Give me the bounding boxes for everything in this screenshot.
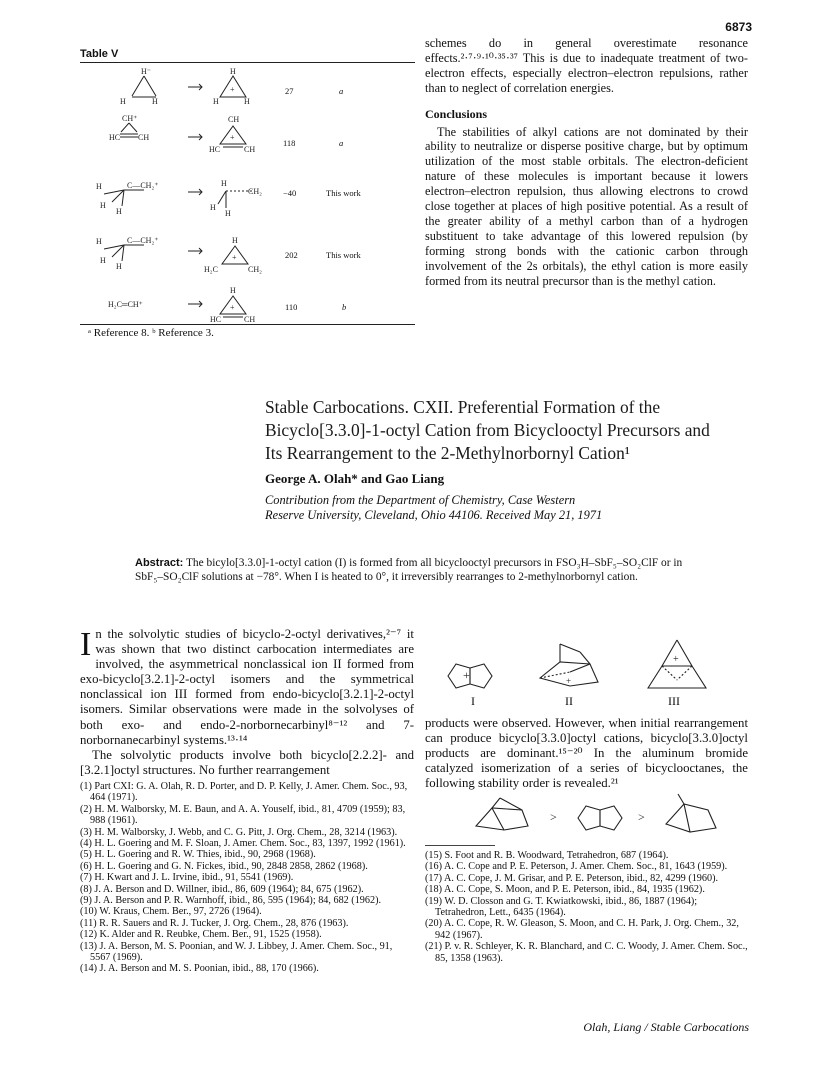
svg-text:CH₂: CH₂ [248,265,262,274]
reference: (1) Part CXI: G. A. Olah, R. D. Porter, and D. P. Kelly, J. Amer. Chem. Soc., 93, 464 (1971). [80,780,408,804]
svg-text:CH: CH [244,145,256,154]
svg-text:+: + [232,253,237,262]
table-value-4: 202 [285,250,298,260]
reference: (21) P. v. R. Schleyer, K. R. Blanchard, and C. C. Woody, J. Amer. Chem. Soc., 85, 1358 (1963). [425,941,748,964]
reference: (15) S. Foot and R. B. Woodward, Tetrahedron, 687 (1964). [425,850,669,861]
svg-text:+: + [673,654,679,665]
table-value-3: −40 [283,188,297,198]
right-column-top [425,36,748,289]
reference: (20) A. C. Cope, R. W. Gleason, S. Moon, and C. H. Park, J. Org. Chem., 32, 942 (1967). [425,918,739,941]
svg-text:+: + [230,85,235,94]
structures-i-ii-iii [430,630,750,720]
svg-text:C—CH₂⁺: C—CH₂⁺ [127,181,159,190]
svg-text:+: + [463,668,470,682]
svg-text:H: H [221,179,227,188]
table-ref-5: b [342,302,347,312]
svg-text:H: H [225,209,231,218]
table-ref-4: This work [326,250,361,260]
table-ref-1: a [339,86,344,96]
table-value-1: 27 [285,86,294,96]
reference: (12) K. Alder and R. Reubke, Chem. Ber., 91, 1525 (1958). [80,929,322,941]
running-footer: Olah, Liang / Stable Carbocations [583,1020,749,1034]
svg-text:H: H [100,256,106,265]
structure-label-iii: III [668,694,680,708]
reference: (8) J. A. Berson and D. Willner, ibid., 86, 609 (1964); 84, 675 (1962). [80,883,364,895]
svg-text:H: H [152,97,158,106]
svg-text:H: H [244,97,250,106]
table-title: Table V [80,48,119,60]
svg-text:H: H [230,286,236,295]
svg-text:HC: HC [210,315,222,322]
paragraph: n the solvolytic studies of bicyclo-2-octyl derivatives,²⁻⁷ it was shown that two distinct carbocation intermediates are involved, the asymmetrical nonclassical ion II formed from exo-bicyclo[3.2.1]-2-octyl isomers and the symmetrical nonclassical ion III formed from endo-bicyclo[3.2.1]-2-octyl isomers. Similar observations were made in the solvolyses of both exo- and endo-2-norbornecarbinyl⁸⁻¹² and 7-norbornanecarbinyl systems.¹³·¹⁴ [80,627,414,747]
reference: (9) J. A. Berson and P. R. Warnhoff, ibid., 86, 595 (1964); 84, 682 (1962). [80,895,382,906]
references-right [425,850,748,964]
svg-text:H: H [210,203,216,212]
reference: (18) A. C. Cope, S. Moon, and P. E. Peterson, ibid., 84, 1935 (1962). [425,884,705,896]
reference: (3) H. M. Walborsky, J. Webb, and C. G. Pitt, J. Org. Chem., 28, 3214 (1963). [80,826,398,838]
table-structures [80,64,420,322]
table-value-2: 118 [283,138,296,148]
reference: (5) H. L. Goering and R. W. Thies, ibid., 90, 2968 (1968). [80,849,316,861]
svg-text:H: H [232,236,238,245]
page-number: 6873 [725,20,752,34]
abstract [135,557,710,584]
svg-text:C—CH₂⁺: C—CH₂⁺ [127,236,159,245]
svg-text:H: H [116,207,122,216]
greater-than-2: > [638,810,645,824]
table-ref-2: a [339,138,344,148]
table-value-5: 110 [285,302,298,312]
reference: (10) W. Kraus, Chem. Ber., 97, 2726 (1964). [80,906,262,918]
reference: (7) H. Kwart and J. L. Irvine, ibid., 91, 5541 (1969). [80,872,294,884]
reference: (4) H. L. Goering and M. F. Sloan, J. Amer. Chem. Soc., 83, 1397, 1992 (1961). [80,837,406,849]
svg-text:+: + [230,133,235,142]
svg-text:H: H [96,182,102,191]
svg-text:CH₂: CH₂ [248,187,262,196]
section-heading: Conclusions [425,106,488,121]
structure-label-i: I [471,694,475,708]
table-footnote: ᵃ Reference 8. ᵇ Reference 3. [88,327,214,339]
svg-text:H: H [230,67,236,76]
svg-text:CH: CH [244,315,256,322]
right-column-body: products were observed. However, when initial rearrangement can produce bicyclo[3.3.0]octyl cations, bicyclo[3.3.0]octyl products are dominant.¹⁵⁻²⁰ In the aluminum bromide catalyzed isomerization of a series of bicyclooctanes, the following stability order is revealed.²¹ [425,716,748,791]
reference: (17) A. C. Cope, J. M. Grisar, and P. E. Peterson, ibid., 82, 4299 (1960). [425,872,719,884]
reference: (6) H. L. Goering and G. N. Fickes, ibid., 90, 2848 2858, 2862 (1968). [80,860,368,872]
svg-text:HC: HC [209,145,221,154]
left-column [80,627,414,975]
reference: (19) W. D. Closson and G. T. Kwiatkowski, ibid., 86, 1887 (1964); Tetrahedron, Lett., 6435 (1964). [425,895,698,919]
svg-text:H: H [96,237,102,246]
article-title: Stable Carbocations. CXII. Preferential Formation of the Bicyclo[3.3.0]-1-octyl Cation from Bicyclooctyl Precursors and Its Rearrangement to the 2-Methylnorbornyl Cation¹ [265,397,710,463]
footnote-rule [425,845,495,846]
paragraph: schemes do in general overestimate resonance effects.²·⁷·⁹·¹⁰·³⁵·³⁷ This is due to inadequate treatment of two-electron effects, especially electron–electron repulsions, rather than to neglect of correlation energies. [425,36,748,95]
svg-text:H₂C═CH⁺: H₂C═CH⁺ [108,300,143,309]
reference: (11) R. R. Sauers and R. J. Tucker, J. Org. Chem., 28, 876 (1963). [80,917,349,929]
svg-text:+: + [566,676,572,686]
abstract-label: Abstract: [135,557,184,569]
svg-text:H: H [213,97,219,106]
abstract-text: The bicylo[3.3.0]-1-octyl cation (I) is formed from all bicyclooctyl precursors in FSO₃H–SbF₅–SO₂ClF or in SbF₅–SO₂ClF solutions at −78°. When I is heated to 0°, it irreversibly rearranges to 2-methylnorbornyl cation. [135,557,683,583]
affiliation: Contribution from the Department of Chemistry, Case Western Reserve University, Cleveland, Ohio 44106. Received May 21, 1971 [265,493,603,522]
stability-order-structures [470,790,750,840]
svg-text:H: H [120,97,126,106]
paragraph: The stabilities of alkyl cations are not dominated by their ability to neutralize or disperse positive charge, but by optimum utilization of the most stable orbitals. The electron-deficient nature of these molecules is important because it lowers electron–electron repulsion, thus allowing electrons to crowd close together at places of high positive potential. As a result of the greater ability of a methyl carbon than of a hydrogen substituent to take advantage of this lowered repulsion (by forming strong bonds with the cationic carbon through involvement of the 2s orbitals), the ethyl cation is more easily formed from its neutral precursor than is the methyl cation. [425,124,748,288]
svg-text:CH: CH [228,115,240,124]
reference: (16) A. C. Cope and P. E. Peterson, J. Amer. Chem. Soc., 81, 1643 (1959). [425,861,728,873]
svg-text:H: H [100,201,106,210]
svg-text:H⁻: H⁻ [141,67,151,76]
reference: (14) J. A. Berson and M. S. Poonian, ibid., 88, 170 (1966). [80,963,319,975]
authors: George A. Olah* and Gao Liang [265,471,445,486]
greater-than-1: > [550,810,557,824]
drop-cap: I [80,626,92,663]
references-left [80,781,414,975]
table-top-rule [80,62,415,63]
svg-text:CH⁺: CH⁺ [122,114,138,123]
table-ref-3: This work [326,188,361,198]
svg-text:H₂C: H₂C [204,265,218,274]
reference: (2) H. M. Walborsky, M. E. Baun, and A. A. Youself, ibid., 81, 4709 (1959); 83, 988 (1961). [80,803,406,827]
table-bottom-rule [80,324,415,325]
svg-text:+: + [230,303,235,312]
svg-text:CH: CH [138,133,150,142]
reference: (13) J. A. Berson, M. S. Poonian, and W. J. Libbey, J. Amer. Chem. Soc., 91, 5567 (1969). [80,940,393,964]
svg-text:H: H [116,262,122,271]
svg-text:HC: HC [109,133,121,142]
paragraph: The solvolytic products involve both bicyclo[2.2.2]- and [3.2.1]octyl structures. No further rearrangement [80,747,414,777]
structure-label-ii: II [565,694,573,708]
